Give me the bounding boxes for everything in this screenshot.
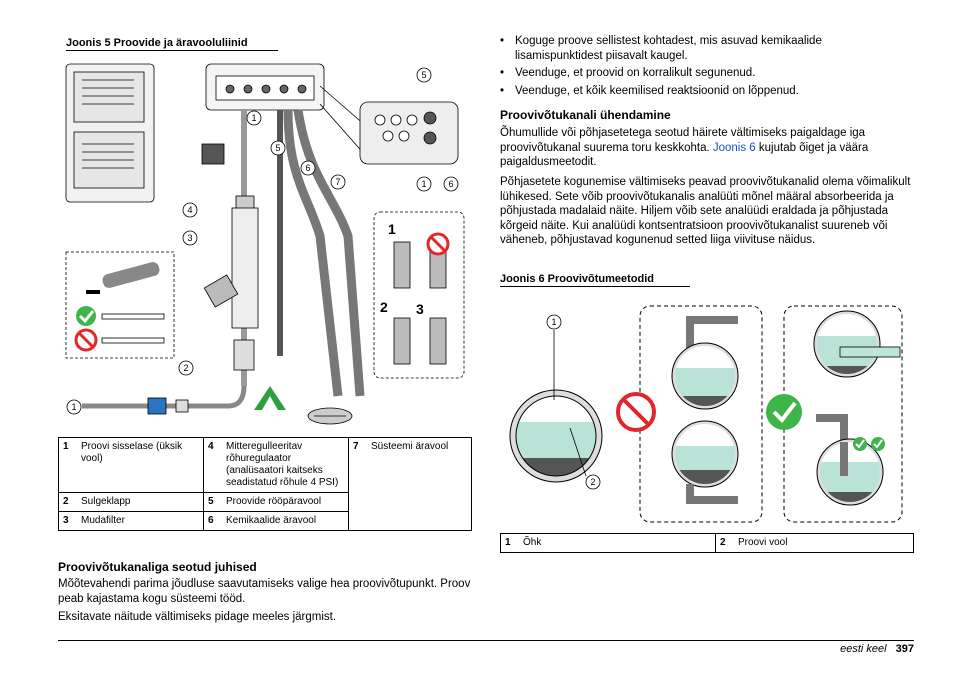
callout-6b [444,177,458,191]
callout-5b [417,68,431,82]
recycle-icon [254,386,286,410]
legend-text: Sulgeklapp [77,493,204,512]
sample-inlet [82,386,244,414]
right-section-heading: Proovivõtukanali ühendamine [500,108,671,122]
legend-num: 7 [349,438,368,531]
footer-rule [58,640,914,641]
figure5-title: Joonis 5 Proovide ja äravooluliinid [66,37,278,51]
step-3: 3 [416,301,424,317]
legend-num: 6 [204,512,223,531]
footer-language: eesti keel [840,643,887,655]
callout-air [547,315,561,329]
callout-sample [586,475,600,489]
figure5-legend [58,437,472,531]
callout-7 [331,175,345,189]
left-section-heading: Proovivõtukanaliga seotud juhised [58,560,257,574]
drain-icon [308,408,352,424]
legend-text: Proovi vool [734,534,914,553]
step-2: 2 [380,299,388,315]
requirement-list [498,34,906,101]
legend-text: Proovide rööpäravool [222,493,349,512]
legend-text: Proovi sisselase (üksik vool) [77,438,204,493]
legend-num: 2 [716,534,735,553]
right-paragraph-1 [500,126,908,170]
svg-text:6: 6 [448,179,454,189]
svg-text:6: 6 [305,163,311,173]
svg-text:2: 2 [183,363,189,373]
svg-text:1: 1 [551,317,557,327]
svg-text:1: 1 [71,402,77,412]
port-box [206,64,324,110]
step-1: 1 [388,221,396,237]
callout-3 [183,231,197,245]
svg-text:5: 5 [275,143,281,153]
svg-text:7: 7 [335,177,341,187]
callout-1c [417,177,431,191]
text-span: kujutab õiget ja väära paigaldusmeetodit. [500,141,869,168]
figure6-diagram [500,300,914,528]
callout-1b [67,400,81,414]
right-paragraph-2: Põhjasetete kogunemise vältimiseks peavad proovivõtukanalid olema võimalikult lühikesed. Sete võib proovivõtukanalis analüüti mõnel määral absorbeerida ja põhjustada madalaid näite. Hiljem võib sete analüüdi eraldada ja põhjustada kõrgeid näite. Kui analüüdi kontsentratsioon proovivõtukanalist suureneb või väheneb, põhjustavad kogunenud setted liiga viivituse näidus. [500,176,911,246]
svg-text:4: 4 [187,205,193,215]
list-item: • Koguge proove sellistest kohtadest, mis asuvad kemikaalide lisamispunktidest piisavalt kaugel. [498,34,906,63]
callout-1a [247,111,261,125]
figure6-link[interactable]: Joonis 6 [712,141,756,154]
legend-text: Kemikaalide äravool [222,512,349,531]
figure5-diagram [58,56,468,430]
port-plate-detail [320,86,458,164]
legend-text: Süsteemi äravool [367,438,472,531]
analyzer-cabinet [66,64,154,202]
callout-5a [271,141,285,155]
regulator-filter [202,144,258,370]
pipe-top-tap [670,320,740,420]
text-span: Õhumullide või põhjasetetega seotud häirete vältimiseks paigaldage iga proovivõtukanal suurema toru keskkohta. [500,127,866,154]
check-icon [766,394,802,430]
svg-text:2: 2 [590,477,596,487]
left-paragraph-1: Mõõtevahendi parima jõudluse saavutamiseks valige hea proovivõtupunkt. Proov peab kajastama kogu süsteemi tööd. [58,578,471,605]
legend-num: 3 [59,512,78,531]
legend-num: 5 [204,493,223,512]
pipe-bottom-tap [670,420,740,500]
list-item: • Veenduge, et kõik keemilised reaktsioonid on lõppenud. [498,84,906,99]
figure6-legend [500,533,914,553]
page-footer [840,643,914,655]
legend-text: Mudafilter [77,512,204,531]
forbidden-icon [618,394,654,430]
page-number: 397 [895,643,914,655]
legend-num: 4 [204,438,223,493]
legend-text: Õhk [519,534,716,553]
svg-text:1: 1 [421,179,427,189]
callout-2 [179,361,193,375]
pipe-side-tap [812,310,900,380]
legend-text: Mitteregulleeritav rõhuregulaator (analüsaatori kaitseks seadistatud rõhule 4 PSI) [222,438,349,493]
list-item: • Veenduge, et proovid on korralikult segunenud. [498,66,906,81]
tubing [244,110,360,396]
legend-num: 1 [501,534,520,553]
pipe-mid-tap [816,418,886,508]
incorrect-panel [640,306,762,522]
figure6-title: Joonis 6 Proovivõtumeetodid [500,273,690,287]
svg-text:1: 1 [251,113,257,123]
legend-num: 1 [59,438,78,493]
left-paragraph-2: Eksitavate näitude vältimiseks pidage meeles järgmist. [58,611,337,623]
legend-num: 2 [59,493,78,512]
pipe-cross-section [510,390,602,486]
callout-4 [183,203,197,217]
svg-text:3: 3 [187,233,193,243]
callout-6a [301,161,315,175]
tube-cutter-detail [66,252,174,358]
svg-text:5: 5 [421,70,427,80]
